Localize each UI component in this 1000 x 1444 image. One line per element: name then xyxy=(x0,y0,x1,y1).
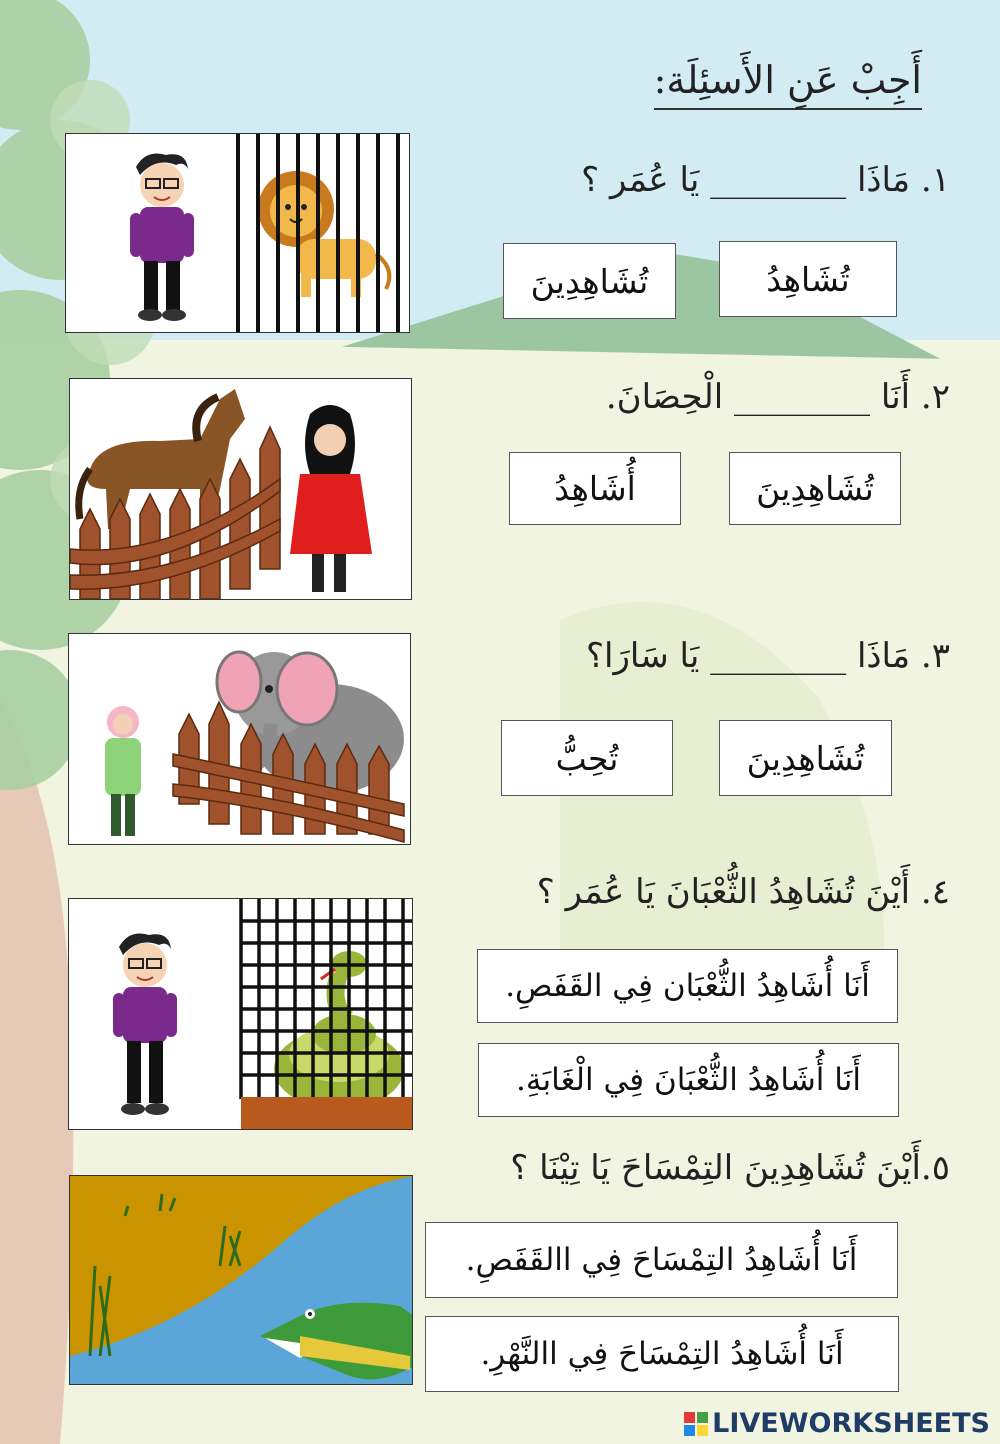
cage-base xyxy=(241,1097,413,1130)
scene-crocodile-river xyxy=(69,1175,413,1385)
question-3-text: ٣. مَاذَا ________ يَا سَارَا؟ xyxy=(585,636,950,676)
question-4-option-2[interactable]: أَنَا أُشَاهِدُ الثُّعْبَانَ فِي الْغَابَةِ. xyxy=(478,1043,899,1117)
scene-boy-snake xyxy=(68,898,413,1130)
girl-hijab-icon xyxy=(290,405,372,592)
scene-horse-girl xyxy=(69,378,412,600)
question-4-text: ٤. أَيْنَ تُشَاهِدُ الثُّعْبَانَ يَا عُمَر ؟ xyxy=(536,872,950,912)
question-5-text: ٥.أَيْنَ تُشَاهِدِينَ التِمْسَاحَ يَا تِيْنَا ؟ xyxy=(510,1148,950,1188)
boy-icon xyxy=(113,934,177,1116)
scene-boy-lion xyxy=(65,133,410,333)
boy-icon xyxy=(130,154,194,322)
question-1-option-2[interactable]: تُشَاهِدِينَ xyxy=(503,243,676,319)
question-1-option-1[interactable]: تُشَاهِدُ xyxy=(719,241,897,317)
question-4-option-1[interactable]: أَنَا أُشَاهِدُ الثُّعْبَان فِي القَفَصِ. xyxy=(477,949,898,1023)
question-2-option-2[interactable]: أُشَاهِدُ xyxy=(509,452,681,525)
liveworksheets-logo xyxy=(684,1408,990,1439)
question-5-option-2[interactable]: أَنَا أُشَاهِدُ التِمْسَاحَ فِي االنَّهْرِ. xyxy=(425,1316,899,1392)
girl-hijab-icon xyxy=(105,706,141,836)
logo-text: LIVEWORKSHEETS xyxy=(712,1408,990,1439)
scene-girl-elephant xyxy=(68,633,411,845)
question-2-text: ٢. أَنَا ________ الْحِصَانَ. xyxy=(605,377,950,417)
question-2-option-1[interactable]: تُشَاهِدِينَ xyxy=(729,452,901,525)
question-3-option-1[interactable]: تُشَاهِدِينَ xyxy=(719,720,892,796)
instructions-title: أَجِبْ عَنِ الأَسئِلَة: xyxy=(654,58,922,110)
question-1-text: ١. مَاذَا ________ يَا عُمَر ؟ xyxy=(581,160,950,200)
question-5-option-1[interactable]: أَنَا أُشَاهِدُ التِمْسَاحَ فِي االقَفَصِ. xyxy=(425,1222,898,1298)
question-3-option-2[interactable]: تُحِبُّ xyxy=(501,720,673,796)
cage-icon xyxy=(238,134,398,333)
logo-mark-icon xyxy=(684,1412,708,1436)
